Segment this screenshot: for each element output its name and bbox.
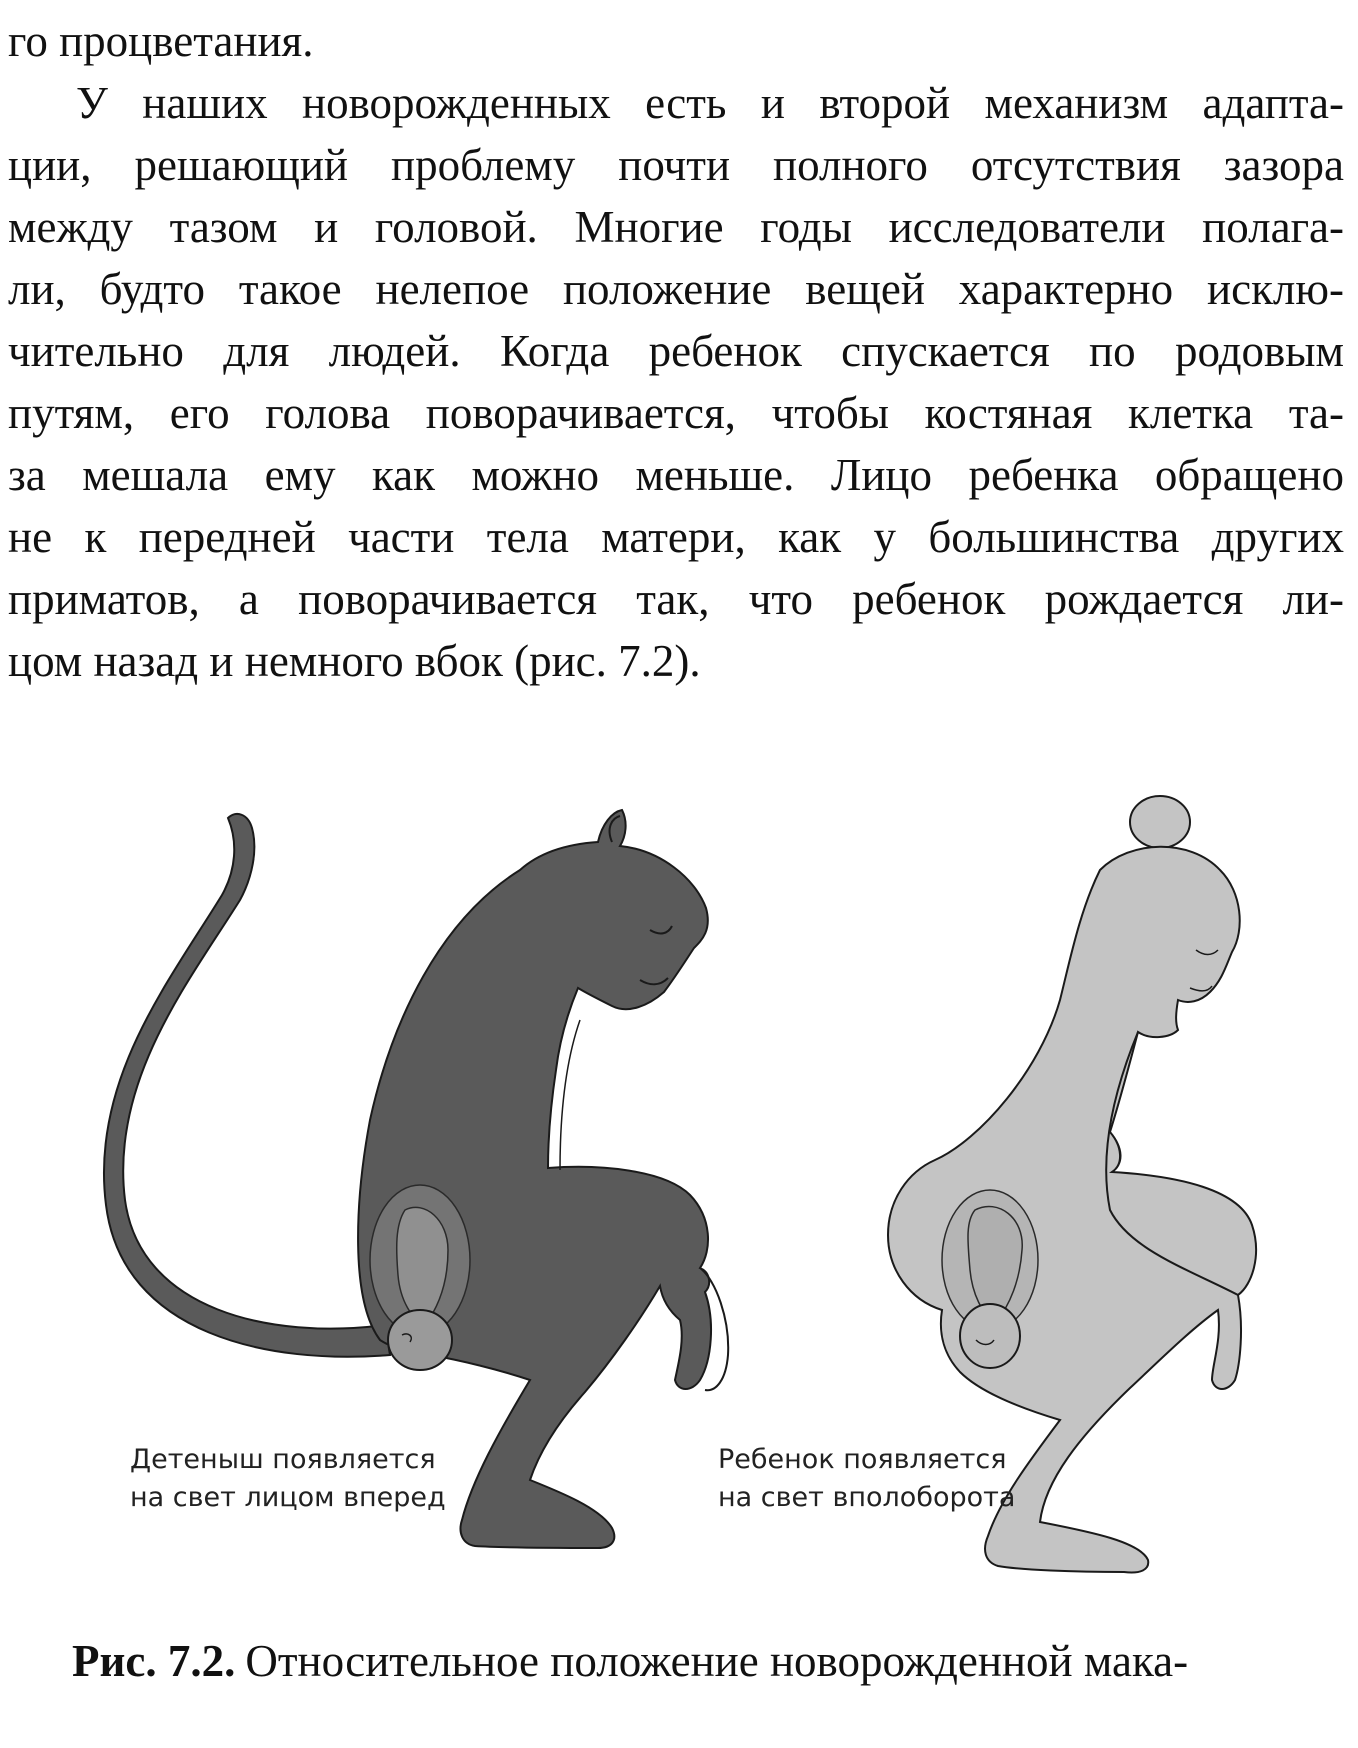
text-line: между тазом и головой. Многие годы исследователи полага- <box>8 202 1344 252</box>
text-line: ции, решающий проблему почти полного отсутствия зазора <box>8 140 1344 190</box>
macaque-tail <box>104 814 390 1357</box>
figure-illustration <box>0 780 1358 1600</box>
macaque-silhouette <box>104 810 728 1548</box>
text-line: го процветания. <box>8 16 314 66</box>
text-line: приматов, а поворачивается так, что ребенок рождается ли- <box>8 574 1344 624</box>
macaque-label-line2: на свет лицом вперед <box>130 1482 446 1513</box>
macaque-body <box>358 810 711 1548</box>
caption-text: Относительное положение новорожденной мака- <box>245 1636 1189 1686</box>
text-line: путям, его голова поворачивается, чтобы костяная клетка та- <box>8 388 1344 438</box>
macaque-label-line1: Детеныш появляется <box>130 1444 436 1475</box>
text-line: ли, будто такое нелепое положение вещей характерно исклю- <box>8 264 1344 314</box>
figure-7-2 <box>0 780 1358 1600</box>
text-line: за мешала ему как можно меньше. Лицо ребенка обращено <box>8 450 1344 500</box>
human-label-line1: Ребенок появляется <box>718 1444 1007 1475</box>
figure-caption <box>72 1630 1344 1692</box>
human-hair-bun <box>1130 796 1190 848</box>
human-label-line2: на свет вполоборота <box>718 1482 1016 1513</box>
caption-label: Рис. 7.2. <box>72 1636 236 1686</box>
text-line: У наших новорожденных есть и второй механизм адапта- <box>76 78 1344 128</box>
text-line: не к передней части тела матери, как у большинства других <box>8 512 1344 562</box>
text-line: чительно для людей. Когда ребенок спускается по родовым <box>8 326 1344 376</box>
human-infant-head <box>960 1304 1020 1368</box>
macaque-fold <box>560 1020 580 1170</box>
body-text <box>8 10 1344 692</box>
macaque-infant-head <box>388 1310 452 1370</box>
text-line: цом назад и немного вбок (рис. 7.2). <box>8 636 701 686</box>
